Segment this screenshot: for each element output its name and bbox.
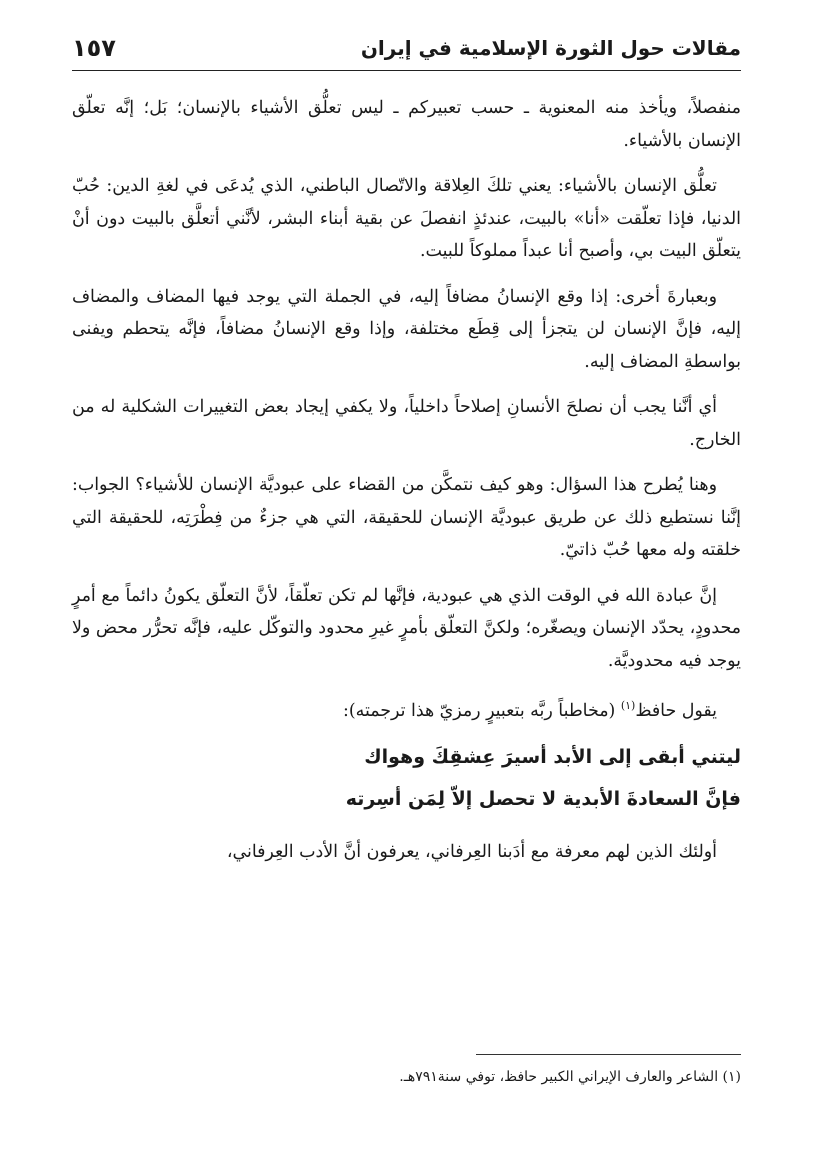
book-page: [72, 0, 741, 1150]
poem-intro-rest: (مخاطباً ربَّه بتعبيرٍ رمزيّ هذا ترجمته):: [343, 700, 621, 721]
poem-intro-poet: يقول حافظ: [635, 700, 717, 721]
paragraph-5: وهنا يُطرح هذا السؤال: وهو كيف نتمكَّن من القضاء على عبوديَّة الإنسان للأشياء؟ الجواب: إنَّنا نستطيع ذلك عن طريق عبوديَّة الإنسان للحقيقة، التي هي جزءٌ من فِطْرَتِه، للحقيقة التي خلقته وله معها حُبّ ذاتيّ.: [72, 475, 741, 560]
paragraph-4: أي أنَّنا يجب أن نصلحَ الأنسانِ إصلاحاً داخلياً، ولا يكفي إيجاد بعض التغييرات الشكلية له من الخارج.: [72, 397, 741, 450]
verse-2: فإنَّ السعادةَ الأبدية لا تحصل إلاّ لِمَن أسِرته: [345, 788, 741, 811]
page-number: ١٥٧: [72, 34, 116, 62]
footnote-marker: (١): [620, 699, 636, 712]
paragraph-6: إنَّ عبادة الله في الوقت الذي هي عبودية، فإنَّها لم تكن تعلّقاً، لأنَّ التعلّق يكونُ دائماً مع أمرٍ محدودٍ، يحدّد الإنسان ويصغّره؛ ولكنَّ التعلّق بأمرٍ غيرِ محدود والتوكّل عليه، فإنَّه تحرُّر محض ولا يوجد فيه محدوديَّة.: [72, 585, 741, 671]
paragraph-1: منفصلاً، ويأخذ منه المعنوية ـ حسب تعبيركم ـ ليس تعلُّق الأشياء بالإنسان؛ بَل؛ إنَّه تعلّق الإنسان بالأشياء.: [72, 98, 741, 151]
paragraph-2: تعلُّق الإنسان بالأشياء: يعني تلكَ العِلاقة والاتّصال الباطني، الذي يُدعَى في لغةِ الدين: حُبّ الدنيا، فإذا تعلّقت «أنا» بالبيت، عندئذٍ انفصلَ عن بقية أبناء البشر، لأنَّني أتعلَّق بالبيت دون أنْ يتعلّق البيت بي، وأصبح أنا عبداً مملوكاً للبيت.: [72, 176, 741, 261]
paragraph-3: وبعبارةَ أخرى: إذا وقع الإنسانُ مضافاً إليه، في الجملة التي يوجد فيها المضاف والمضاف إليه، فإنَّ الإنسان لن يتجزأ إلى قِطَع مختلفة، وإذا وقع الإنسانُ مضافاً، فإنَّه يتحطم ويفنى بواسطةِ المضاف إليه.: [72, 286, 741, 372]
header-divider: [72, 70, 741, 71]
poem-intro: [72, 690, 741, 727]
footnote-divider: [476, 1054, 741, 1055]
body-text: [72, 92, 741, 882]
verse-1: ليتني أبقى إلى الأبد أسيرَ عِشقِكَ وهواك: [364, 746, 741, 769]
closing-paragraph: أولئك الذين لهم معرفة مع أدَبنا العِرفاني، يعرفون أنَّ الأدب العِرفاني،: [226, 842, 717, 863]
page-header: [72, 26, 741, 70]
running-title: مقالات حول الثورة الإسلامية في إيران: [360, 36, 741, 60]
footnote: (١) الشاعر والعارف الإيراني الكبير حافظ، توفي سنة٧٩١هـ.: [399, 1069, 741, 1085]
